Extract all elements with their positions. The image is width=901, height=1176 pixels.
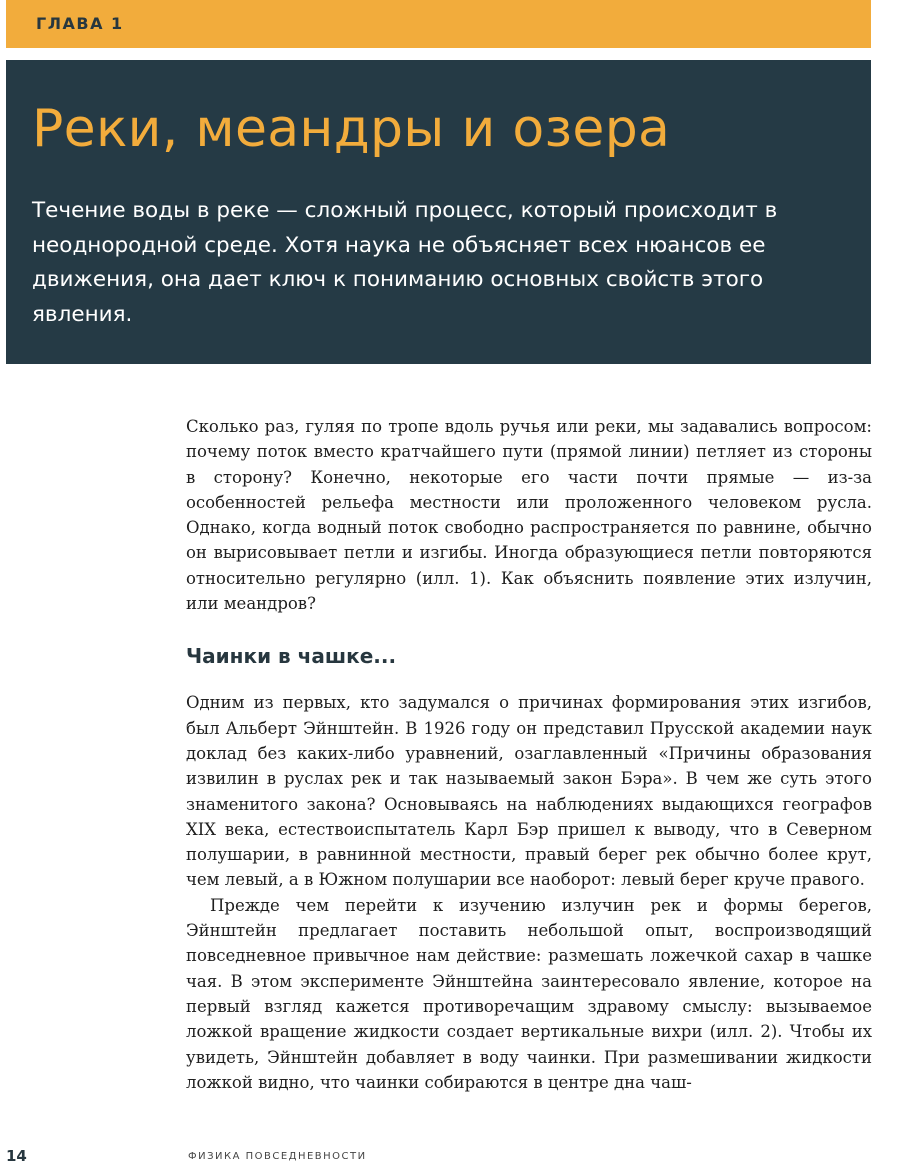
body-paragraph-1: Одним из первых, кто задумался о причинах формирования этих изгибов, был Альберт Эйнштейн. В 1926 году он представил Прусской академии наук доклад без каких-либо уравнений, озаглавленный «Причины образования извилин в руслах рек и так называемый закон Бэра». В чем же суть этого знаменитого закона? Основываясь на наблюдениях выдающихся географов XIX века, естествоиспытатель Карл Бэр пришел к выводу, что в Северном полушарии, в равнинной местности, правый берег рек обычно более крут, чем левый, а в Южном полушарии все наоборот: левый берег круче правого. bbox=[186, 693, 872, 890]
body-paragraph-2: Прежде чем перейти к изучению излучин рек и формы берегов, Эйнштейн предлагает поставить небольшой опыт, воспроизводящий повседневное привычное нам действие: размешать ложечкой сахар в чашке чая. В этом эксперименте Эйнштейна заинтересовало явление, которое на первый взгляд кажется противоречащим здравому смыслу: вызываемое ложкой вращение жидкости создает вертикальные вихри (илл. 2). Чтобы их увидеть, Эйнштейн добавляет в воду чаинки. При размешивании жидкости ложкой видно, что чаинки собираются в центре дна чаш- bbox=[186, 895, 872, 1092]
lead-paragraph: Течение воды в реке — сложный процесс, который происходит в неоднородной среде. Хотя наука не объясняет всех нюансов ее движения, она дает ключ к пониманию основных свойств этого явления. bbox=[32, 198, 778, 327]
intro-paragraph: Сколько раз, гуляя по тропе вдоль ручья или реки, мы задавались вопросом: почему поток вместо кратчайшего пути (прямой линии) петляет из стороны в сторону? Конечно, некоторые его части почти прямые — из-за особенностей рельефа местности или проложенного человеком русла. Однако, когда водный поток свободно распространяется по равнине, обычно он вырисовывает петли и изгибы. Иногда образующиеся петли повторяются относительно регулярно (илл. 1). Как объяснить появление этих излучин, или меандров? bbox=[186, 417, 872, 614]
page-title: Реки, меандры и озера bbox=[32, 99, 671, 159]
chapter-label: ГЛАВА 1 bbox=[36, 14, 124, 33]
running-footer: ФИЗИКА ПОВСЕДНЕВНОСТИ bbox=[188, 1151, 367, 1162]
section-heading: Чаинки в чашке... bbox=[186, 644, 397, 669]
article-body bbox=[186, 414, 872, 1095]
page-number: 14 bbox=[6, 1147, 27, 1165]
chapter-bar bbox=[6, 0, 871, 48]
title-block bbox=[6, 60, 871, 364]
